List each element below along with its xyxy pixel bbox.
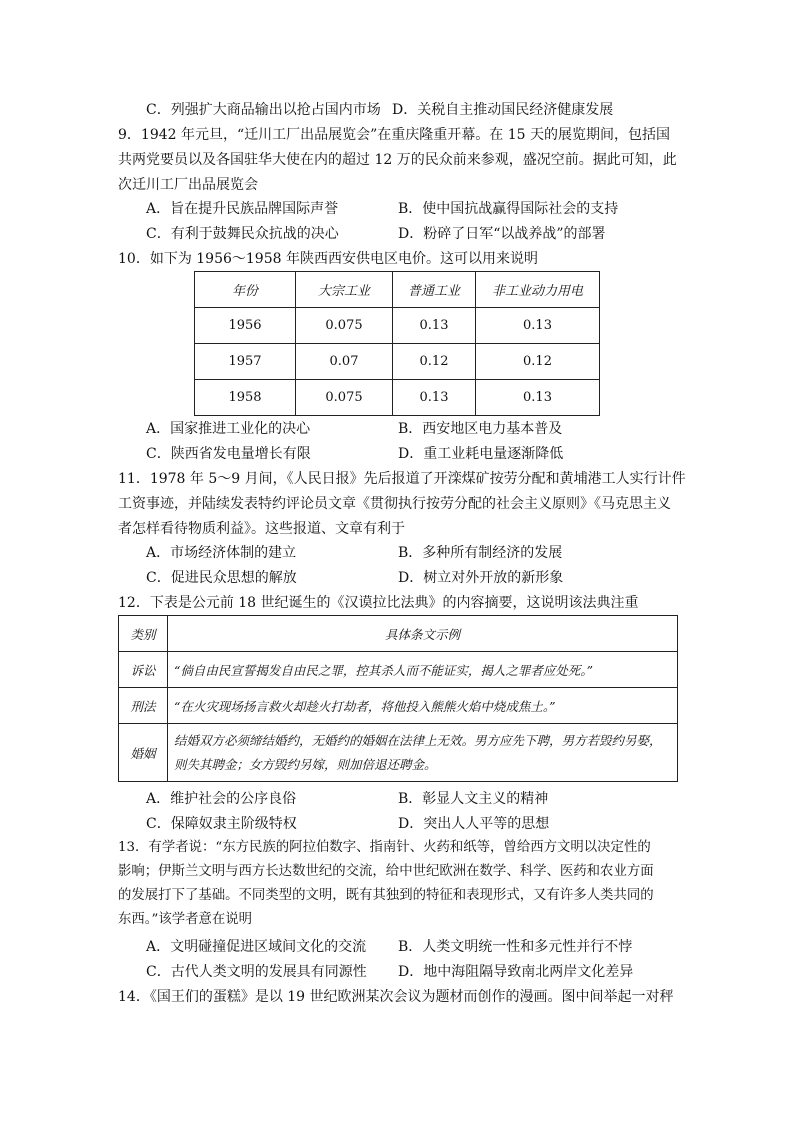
q8-option-d: D．关税自主推动国民经济健康发展 (392, 102, 614, 118)
q11-stem-line1: 11．1978 年 5～9 月间，《人民日报》先后报道了开滦煤矿按劳分配和黄埔港工人实行计件 (118, 471, 686, 487)
table-header-row (119, 616, 678, 652)
q13-stem-line1: 13．有学者说：“东方民族的阿拉伯数字、指南针、火药和纸等，曾给西方文明以决定性的 (118, 840, 651, 855)
table-cell: 0.13 (393, 380, 476, 416)
q8-option-c: C．列强扩大商品输出以抢占国内市场 (146, 102, 381, 118)
table-header: 大宗工业 (296, 272, 393, 308)
table-cell: 结婚双方必须缔结婚约，无婚约的婚姻在法律上无效。男方应先下聘，男方若毁约另娶，则失其聘金；女方毁约另嫁，则加倍退还聘金。 (168, 724, 678, 782)
q10-option-b: B．西安地区电力基本普及 (398, 421, 563, 437)
table-cell: 0.07 (296, 344, 393, 380)
q14-stem-line1: 14．《国王们的蛋糕》是以 19 世纪欧洲某次会议为题材而创作的漫画。图中间举起一对秤 (118, 989, 674, 1005)
q9-stem-line3: 次迁川工厂出品展览会 (118, 177, 258, 193)
table-cell: 婚姻 (119, 724, 168, 782)
q10-option-c: C．陕西省发电量增长有限 (146, 446, 311, 462)
q9-option-d: D．粉碎了日军“以战养战”的部署 (398, 226, 606, 242)
table-row (119, 652, 678, 688)
q11-option-b: B．多种所有制经济的发展 (398, 545, 563, 561)
table-cell: 0.13 (476, 380, 600, 416)
table-row (119, 688, 678, 724)
table-header: 非工业动力用电 (476, 272, 600, 308)
q11-option-c: C．促进民众思想的解放 (146, 570, 297, 586)
q10-stem: 10．如下为 1956～1958 年陕西西安供电区电价。这可以用来说明 (118, 251, 538, 267)
table-cell: “倘自由民宣誓揭发自由民之罪，控其杀人而不能证实，揭人之罪者应处死。” (168, 652, 678, 688)
table-row (195, 308, 600, 344)
q9-option-b: B．使中国抗战赢得国际社会的支持 (398, 201, 619, 217)
table-cell: 0.13 (393, 308, 476, 344)
table-header: 具体条文示例 (168, 616, 678, 652)
q11-stem-line2: 工资事迹，并陆续发表特约评论员文章《贯彻执行按劳分配的社会主义原则》《马克思主义 (118, 496, 671, 512)
q11-option-a: A．市场经济体制的建立 (146, 545, 297, 561)
table-header: 普通工业 (393, 272, 476, 308)
table-cell: 1956 (195, 308, 296, 344)
q9-option-c: C．有利于鼓舞民众抗战的决心 (146, 226, 339, 242)
q13-stem-line2: 影响；伊斯兰文明与西方长达数世纪的交流，给中世纪欧洲在数学、科学、医药和农业方面 (118, 864, 654, 879)
table-cell: 诉讼 (119, 652, 168, 688)
q13-option-b: B．人类文明统一性和多元性并行不悖 (398, 939, 633, 955)
table-cell: 1957 (195, 344, 296, 380)
table-cell: “在火灾现场扬言救火却趁火打劫者，将他投入熊熊火焰中烧成焦土。” (168, 688, 678, 724)
q12-option-b: B．彰显人文主义的精神 (398, 791, 549, 807)
table-header: 年份 (195, 272, 296, 308)
table-row (119, 724, 678, 782)
q10-option-a: A．国家推进工业化的决心 (146, 421, 311, 437)
table-row (195, 344, 600, 380)
q11-stem-line3: 者怎样看待物质利益》。这些报道、文章有利于 (118, 521, 405, 537)
q13-stem-line4: 东西。”该学者意在说明 (118, 912, 253, 927)
table-cell: 0.075 (296, 380, 393, 416)
table-cell: 刑法 (119, 688, 168, 724)
table-header: 类别 (119, 616, 168, 652)
table-cell: 0.075 (296, 308, 393, 344)
table-cell: 0.13 (476, 308, 600, 344)
q9-option-a: A．旨在提升民族品牌国际声誉 (146, 201, 339, 217)
q10-option-d: D．重工业耗电量逐渐降低 (398, 446, 564, 462)
q13-stem-line3: 的发展打下了基础。不同类型的文明，既有其独到的特征和表现形式，又有许多人类共同的 (118, 888, 654, 903)
q12-option-d: D．突出人人平等的思想 (398, 816, 550, 832)
q12-option-a: A．维护社会的公序良俗 (146, 791, 297, 807)
electricity-price-table (194, 271, 600, 416)
q13-option-a: A．文明碰撞促进区域间文化的交流 (146, 939, 367, 955)
q12-stem: 12．下表是公元前 18 世纪诞生的《汉谟拉比法典》的内容摘要，这说明该法典注重 (118, 595, 639, 611)
q13-option-d: D．地中海阻隔导致南北两岸文化差异 (398, 964, 634, 980)
q11-option-d: D．树立对外开放的新形象 (398, 570, 564, 586)
q13-option-c: C．古代人类文明的发展具有同源性 (146, 964, 367, 980)
table-header-row (195, 272, 600, 308)
q9-stem-line1: 9．1942 年元旦，“迁川工厂出品展览会”在重庆隆重开幕。在 15 天的展览期间，包括国 (118, 127, 671, 143)
table-row (195, 380, 600, 416)
q12-option-c: C．保障奴隶主阶级特权 (146, 816, 297, 832)
table-cell: 0.12 (393, 344, 476, 380)
code-summary-table (118, 615, 678, 782)
table-cell: 0.12 (476, 344, 600, 380)
table-cell: 1958 (195, 380, 296, 416)
q9-stem-line2: 共两党要员以及各国驻华大使在内的超过 12 万的民众前来参观，盛况空前。据此可知，此 (118, 152, 677, 168)
